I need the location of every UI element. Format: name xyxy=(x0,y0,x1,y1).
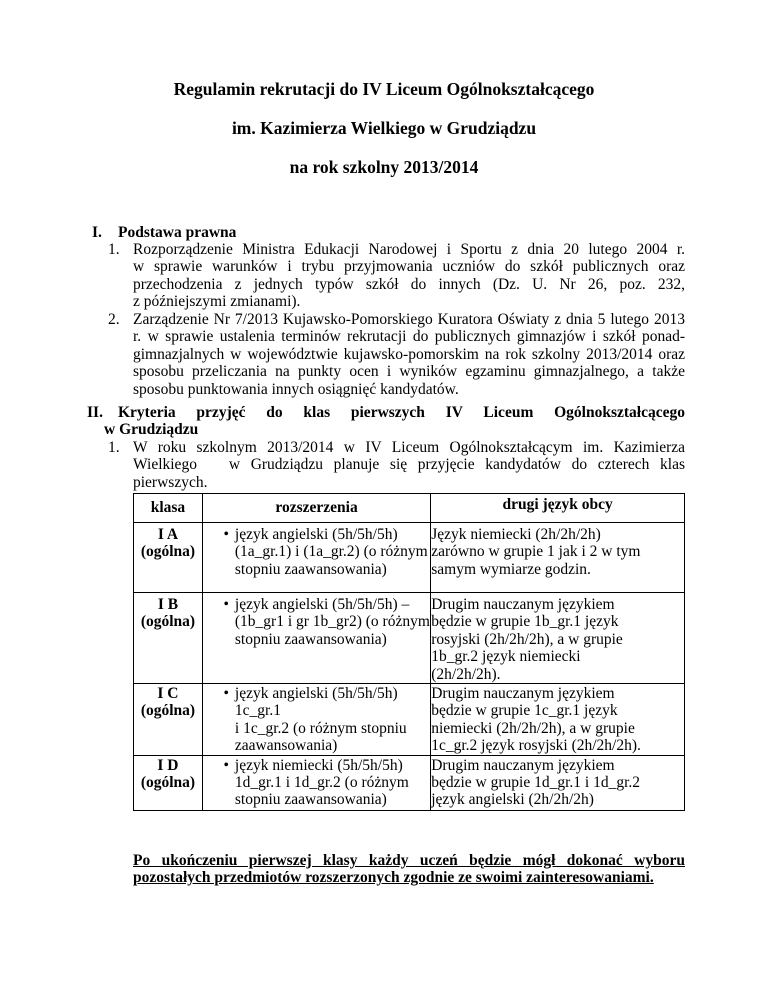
class-type: (ogólna) xyxy=(140,613,196,631)
table-row xyxy=(134,593,685,684)
table-row xyxy=(134,523,685,593)
class-cell xyxy=(134,684,203,756)
table-row xyxy=(134,684,685,756)
bullet-icon: • xyxy=(223,756,229,774)
language-cell: Drugim nauczanym językiem będzie w grupie 1b_gr.1 język rosyjski (2h/2h/2h), a w grupie 1b_gr.2 język niemiecki (2h/2h/2h). xyxy=(431,593,685,684)
class-label: I C xyxy=(157,685,179,703)
language-cell: Drugim nauczanym językiem będzie w grupie 1c_gr.1 język niemiecki (2h/2h/2h), a w grupie 1c_gr.2 język rosyjski (2h/2h/2h). xyxy=(431,684,685,756)
class-type: (ogólna) xyxy=(140,702,196,720)
section-1-item-2-text: Zarządzenie Nr 7/2013 Kujawsko-Pomorskiego Kuratora Oświaty z dnia 5 lutego 2013 r. w sprawie ustalenia terminów rekrutacji do publicznych gimnazjów i szkół ponad- gimnazjalnych w województwie kujawsko-pomorskim na rok szkolny 2013/2014 oraz sposobu przeliczania na punkty ocen i wyników egzaminu gimnazjalnego, a także sposobu punktowania innych osiągnięć kandydatów. xyxy=(133,311,685,398)
language-cell: Język niemiecki (2h/2h/2h) zarówno w grupie 1 jak i 2 w tym samym wymiarze godzin. xyxy=(431,523,685,593)
language-cell: Drugim nauczanym językiem będzie w grupie 1d_gr.1 i 1d_gr.2 język angielski (2h/2h/2h) xyxy=(431,755,685,810)
classes-table xyxy=(133,493,685,811)
bullet-icon: • xyxy=(223,526,229,543)
section-1-heading: Podstawa prawna xyxy=(118,224,237,241)
class-type: (ogólna) xyxy=(140,543,196,561)
section-1-item-2-number: 2. xyxy=(108,311,120,328)
class-type: (ogólna) xyxy=(140,774,196,792)
class-cell xyxy=(134,755,203,810)
footer-note: Po ukończeniu pierwszej klasy każdy uczeń będzie mógł dokonać wyboru pozostałych przedmiotów rozszerzonych zgodnie ze swoimi zainteresowaniami. xyxy=(133,852,685,887)
class-label: I A xyxy=(157,526,179,543)
class-cell xyxy=(134,593,203,684)
section-1-item-1-text: Rozporządzenie Ministra Edukacji Narodowej i Sportu z dnia 20 lutego 2004 r. w sprawie warunków i trybu przyjmowania uczniów do szkół publicznych oraz przechodzenia z jednych typów szkół do innych (Dz. U. Nr 26, poz. 232, z późniejszymi zmianami). xyxy=(133,241,685,311)
class-label: I B xyxy=(157,596,179,613)
header-klasa: klasa xyxy=(134,494,203,523)
table-row xyxy=(134,755,685,810)
section-1-numeral: I. xyxy=(92,224,102,241)
class-label: I D xyxy=(157,756,179,774)
bullet-icon: • xyxy=(223,596,229,613)
bullet-icon: • xyxy=(223,685,229,703)
document-title-line-2: im. Kazimierza Wielkiego w Grudziądzu xyxy=(231,118,537,138)
extensions-cell: • język angielski (5h/5h/5h) (1a_gr.1) i (1a_gr.2) (o różnym stopniu zaawansowania) xyxy=(202,523,430,593)
section-2-item-1-text: W roku szkolnym 2013/2014 w IV Liceum Ogólnokształcącym im. Kazimierza Wielkiego w Grudziądzu planuje się przyjęcie kandydatów do czterech klas pierwszych. xyxy=(133,439,685,491)
section-2-numeral: II. xyxy=(87,404,103,421)
table-header-row xyxy=(134,494,685,523)
header-drugi-jezyk: drugi język obcy xyxy=(431,494,685,523)
document-title-line-1: Regulamin rekrutacji do IV Liceum Ogólnokształcącego xyxy=(173,79,595,99)
extensions-cell: • język niemiecki (5h/5h/5h) 1d_gr.1 i 1d_gr.2 (o różnym stopniu zaawansowania) xyxy=(202,755,430,810)
section-2-item-1-number: 1. xyxy=(108,439,120,456)
section-2-heading: Kryteria przyjęć do klas pierwszych IV Liceum Ogólnokształcącego xyxy=(118,404,685,421)
extensions-cell: • język angielski (5h/5h/5h) – (1b_gr1 i gr 1b_gr2) (o różnym stopniu zaawansowania) xyxy=(202,593,430,684)
section-1-item-1-number: 1. xyxy=(108,241,120,258)
header-rozszerzenia: rozszerzenia xyxy=(202,494,430,523)
section-2-heading-line-2: w Grudziądzu xyxy=(104,421,199,438)
extensions-cell: • język angielski (5h/5h/5h) 1c_gr.1 i 1c_gr.2 (o różnym stopniu zaawansowania) xyxy=(202,684,430,756)
document-title-line-3: na rok szkolny 2013/2014 xyxy=(289,157,479,177)
class-cell xyxy=(134,523,203,593)
